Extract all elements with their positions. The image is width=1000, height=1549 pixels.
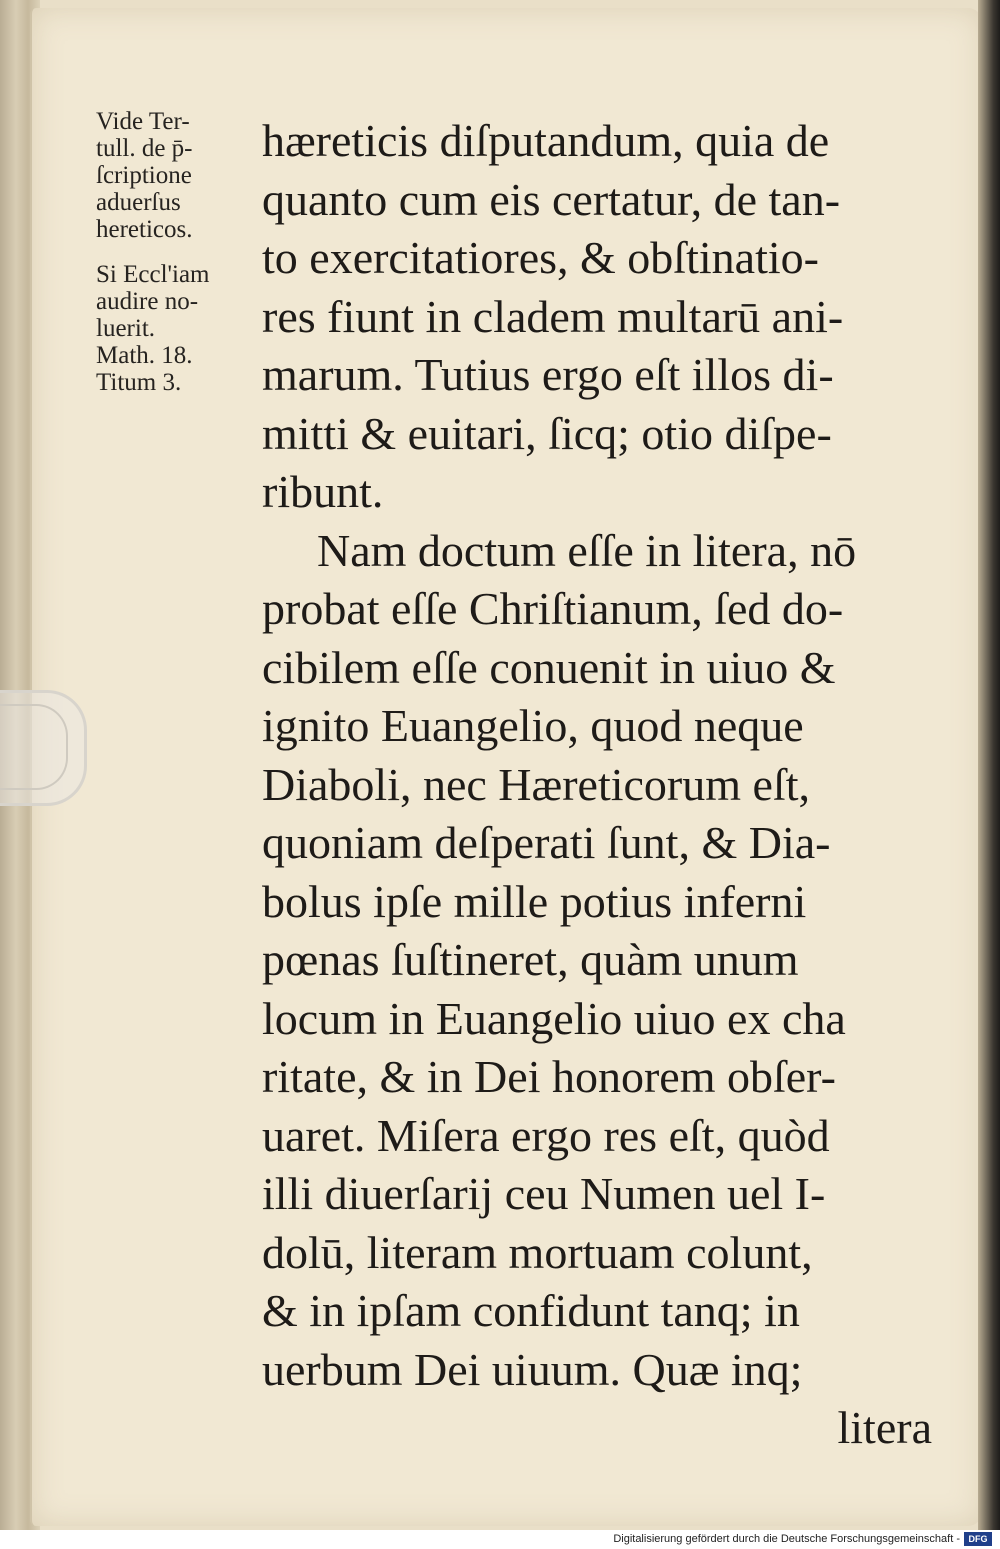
paragraph-start-line: Nam doctum eſſe in litera, nō xyxy=(317,524,857,576)
page-clip-inner xyxy=(0,704,68,790)
digitization-footer xyxy=(0,1530,1000,1549)
body-text xyxy=(262,112,942,1458)
marginal-note-matthew xyxy=(96,261,256,396)
marginal-line: audire no- xyxy=(96,288,199,315)
text-line: Diaboli, nec Hæreticorum eſt, xyxy=(262,758,811,810)
text-line: quanto cum eis certatur, de tan- xyxy=(262,173,841,225)
text-line: res fiunt in cladem multarū ani- xyxy=(262,290,844,342)
marginal-line: tull. de p̄- xyxy=(96,135,193,162)
text-line: illi diuerſarij ceu Numen uel I- xyxy=(262,1168,826,1219)
page-edge-shadow xyxy=(978,0,1000,1530)
text-line: & in ipſam confidunt tanq; in xyxy=(262,1285,800,1336)
text-line: probat eſſe Chriſtianum, ſed do- xyxy=(262,583,844,634)
text-line: bolus ipſe mille potius inferni xyxy=(262,875,807,927)
marginal-line: ſcriptione xyxy=(96,162,192,189)
marginal-note-tertullian xyxy=(96,108,256,243)
text-line: cibilem eſſe conuenit in uiuo & xyxy=(262,641,836,693)
marginal-line: Vide Ter- xyxy=(96,108,190,135)
marginal-line: hereticos. xyxy=(96,216,193,243)
text-line: uerbum Dei uiuum. Quæ inq; xyxy=(262,1343,803,1395)
text-line: ignito Euangelio, quod neque xyxy=(262,700,804,751)
dfg-logo-icon: DFG xyxy=(964,1532,992,1546)
text-line: dolū, literam mortuam colunt, xyxy=(262,1226,813,1278)
catchword: litera xyxy=(837,1402,932,1453)
marginal-line: luerit. xyxy=(96,315,156,342)
text-line: ribunt. xyxy=(262,466,384,517)
funding-credit: Digitalisierung gefördert durch die Deutsche Forschungsgemeinschaft - xyxy=(613,1533,960,1545)
marginal-line: Titum 3. xyxy=(96,369,182,396)
text-line: locum in Euangelio uiuo ex cha xyxy=(262,992,846,1044)
marginal-line: Math. 18. xyxy=(96,342,193,369)
text-line: pœnas ſuſtineret, quàm unum xyxy=(262,934,799,985)
marginal-line: aduerſus xyxy=(96,189,181,216)
text-line: uaret. Miſera ergo res eſt, quòd xyxy=(262,1109,830,1161)
text-line: mitti & euitari, ſicq; otio diſpe- xyxy=(262,407,832,459)
text-line: hæreticis diſputandum, quia de xyxy=(262,115,830,166)
marginal-notes xyxy=(96,108,256,414)
text-line: ritate, & in Dei honorem obſer- xyxy=(262,1051,836,1102)
text-line: to exercitatiores, & obſtinatio- xyxy=(262,232,819,283)
text-line: marum. Tutius ergo eſt illos di- xyxy=(262,349,834,400)
marginal-line: Si Eccl'iam xyxy=(96,261,210,288)
text-line: quoniam deſperati ſunt, & Dia- xyxy=(262,817,831,868)
